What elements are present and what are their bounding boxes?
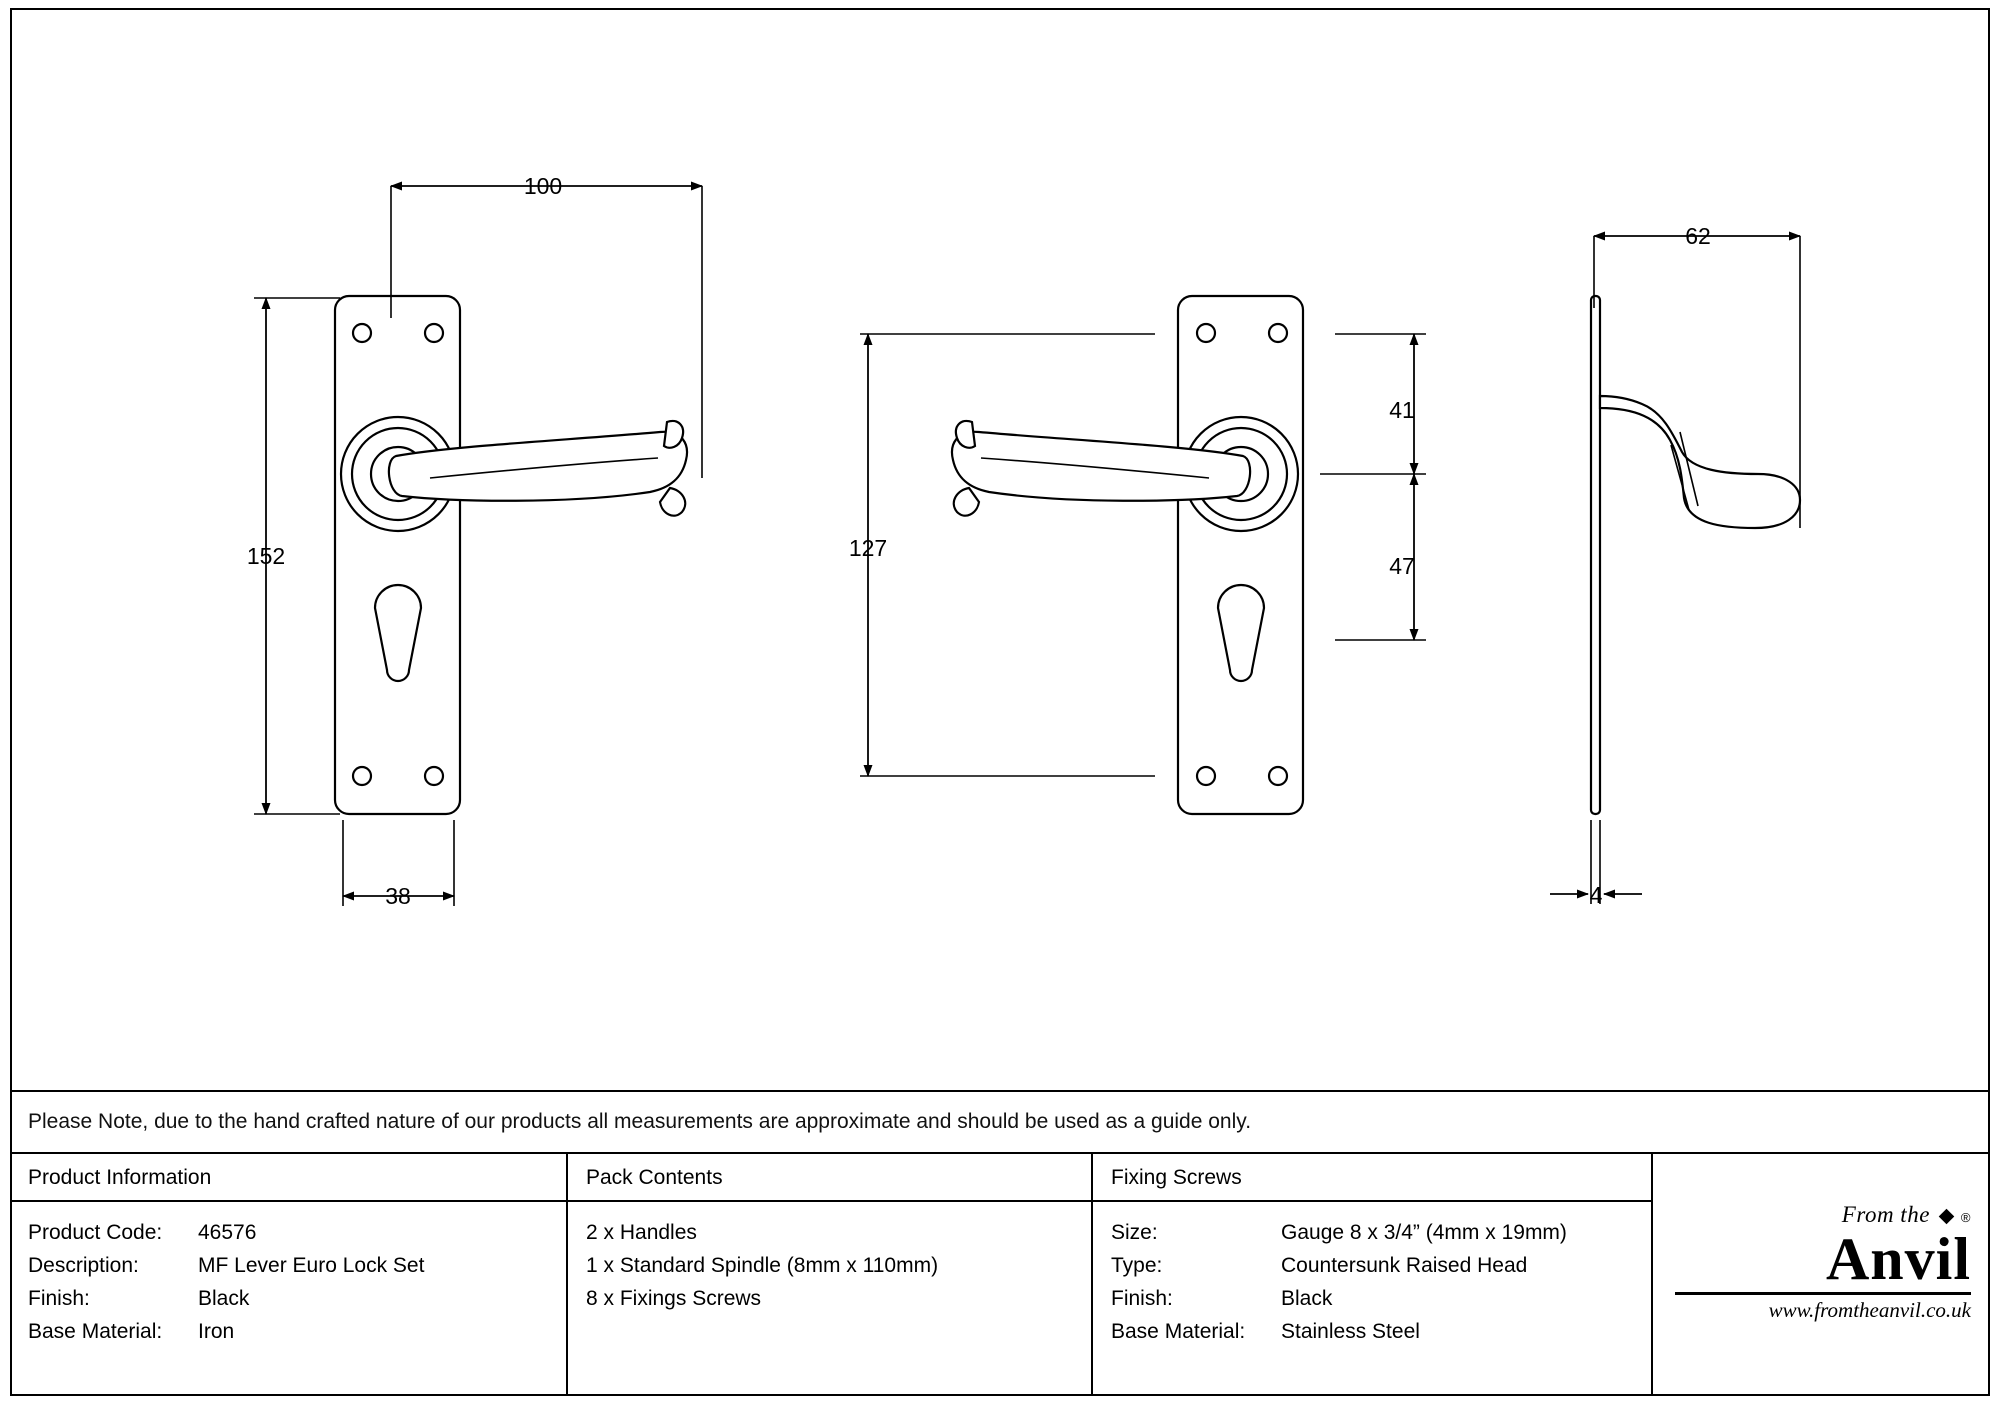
list-item: 2 x Handles [586, 1221, 697, 1244]
registered-icon: ® [1960, 1210, 1971, 1225]
drawing-svg [10, 8, 1990, 1090]
logo-rule [1675, 1292, 1971, 1295]
fixing-screws-body [1093, 1202, 1651, 1348]
dimension-label-lower-offset: 47 [1389, 553, 1415, 579]
logo-website-url: www.fromtheanvil.co.uk [1768, 1298, 1971, 1322]
dimension-label-upper-offset: 41 [1389, 397, 1415, 423]
pack-contents-body [568, 1202, 1091, 1315]
pack-contents-heading: Pack Contents [568, 1154, 1091, 1202]
diamond-icon [1939, 1209, 1955, 1225]
technical-drawing [10, 8, 1990, 1090]
finish-label: Finish: [28, 1287, 90, 1310]
dimension-label-depth-bottom: 38 [385, 883, 411, 909]
product-information-body [10, 1202, 566, 1348]
finish-value: Black [198, 1287, 250, 1310]
product-code-label: Product Code: [28, 1221, 163, 1244]
product-information-column [10, 1154, 568, 1396]
list-item: 1 x Standard Spindle (8mm x 110mm) [586, 1254, 939, 1277]
screw-finish-label: Finish: [1111, 1287, 1173, 1310]
base-material-label: Base Material: [28, 1320, 163, 1343]
table-row [1111, 1249, 1651, 1282]
screw-type-value: Countersunk Raised Head [1281, 1254, 1528, 1277]
product-code-value: 46576 [198, 1221, 257, 1244]
table-row [28, 1315, 566, 1348]
fixing-screws-heading: Fixing Screws [1093, 1154, 1651, 1202]
screw-finish-value: Black [1281, 1287, 1333, 1310]
table-row [1111, 1282, 1651, 1315]
table-row [1111, 1315, 1651, 1348]
disclaimer-text: Please Note, due to the hand crafted nature of our products all measurements are approximate and should be used as a guide only. [28, 1110, 1252, 1133]
pack-contents-column [568, 1154, 1093, 1396]
table-row [1111, 1216, 1651, 1249]
description-label: Description: [28, 1254, 139, 1277]
table-row [28, 1216, 566, 1249]
list-item: 8 x Fixings Screws [586, 1287, 762, 1310]
logo-from-the: From the [1841, 1202, 1930, 1227]
screw-base-material-value: Stainless Steel [1281, 1320, 1420, 1343]
logo-wrap [1653, 1154, 1988, 1396]
logo-brand-name: Anvil [1825, 1226, 1971, 1292]
dimension-label-width-top: 100 [523, 173, 563, 199]
base-material-value: Iron [198, 1320, 235, 1343]
screw-type-label: Type: [1111, 1254, 1163, 1277]
product-information-heading: Product Information [10, 1154, 566, 1202]
screw-size-label: Size: [1111, 1221, 1158, 1244]
dimension-label-rose-thickness: 4 [1589, 882, 1603, 908]
dimension-label-center-height: 127 [848, 535, 888, 561]
dimension-label-height-left: 152 [246, 543, 286, 569]
screw-size-value: Gauge 8 x 3/4” (4mm x 19mm) [1281, 1221, 1567, 1244]
brand-logo-column [1653, 1154, 1988, 1396]
info-table [10, 1152, 1990, 1396]
dimension-label-projection: 62 [1685, 223, 1711, 249]
description-value: MF Lever Euro Lock Set [198, 1254, 425, 1277]
fixing-screws-column [1093, 1154, 1653, 1396]
table-row [28, 1282, 566, 1315]
logo-tagline [1675, 1202, 1971, 1228]
screw-base-material-label: Base Material: [1111, 1320, 1246, 1343]
anvil-logo [1675, 1202, 1971, 1323]
table-row [28, 1249, 566, 1282]
disclaimer-row [10, 1090, 1990, 1152]
